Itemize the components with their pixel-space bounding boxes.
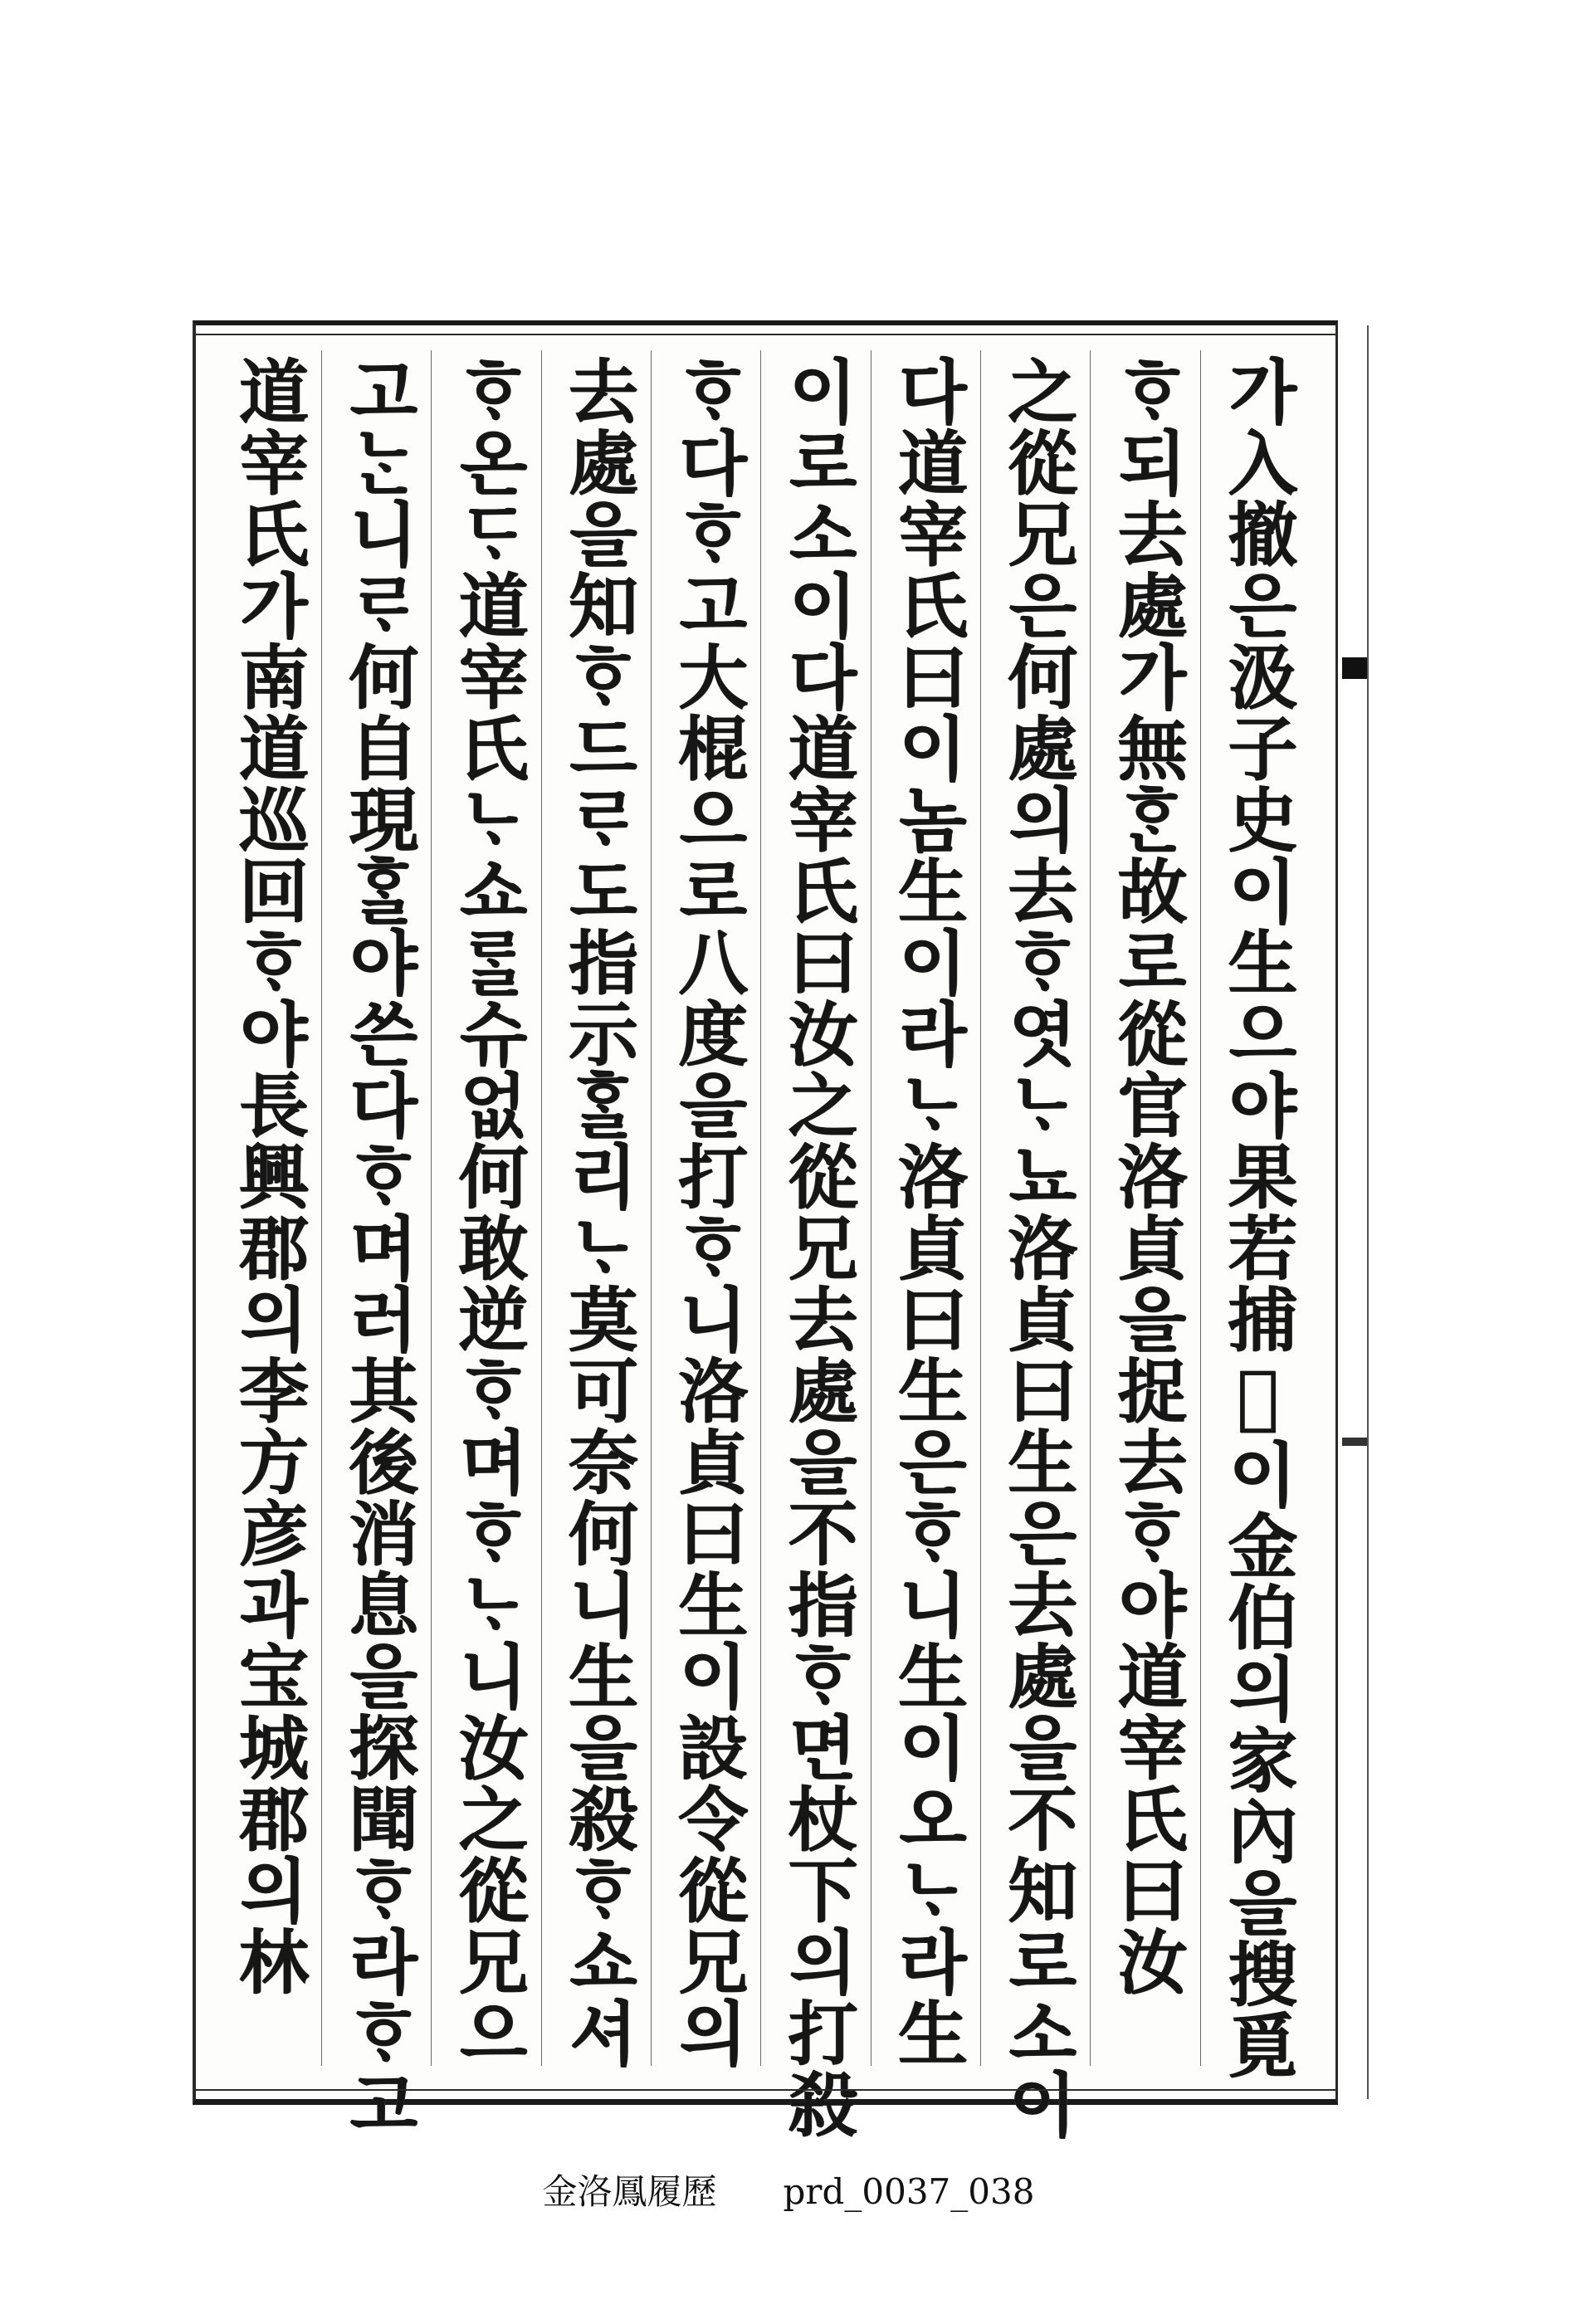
text-column bbox=[436, 350, 542, 2066]
text-column bbox=[1204, 350, 1311, 2081]
margin-strip bbox=[1334, 325, 1369, 2099]
text-column bbox=[325, 350, 432, 2140]
text-column bbox=[545, 350, 652, 2066]
margin-tab bbox=[1342, 657, 1367, 679]
text-column bbox=[1095, 350, 1201, 2066]
manuscript-page bbox=[193, 320, 1338, 2140]
column-text: 고ᄂᆞᆫ니ᄅᆞ何自現ᄒᆞᆯ야쓴다ᄒᆞ며러其後消息을探聞ᄒᆞ라ᄒᆞ고 bbox=[337, 355, 420, 2140]
column-text: 이로소이다道宰氏曰汝之從兄去處을不指ᄒᆞ면杖下의打殺 bbox=[777, 355, 860, 2140]
text-column bbox=[655, 350, 761, 2066]
column-text: ᄒᆞ다ᄒᆞ고大棍으로八度을打ᄒᆞ니洛貞曰生이設令從兄의 bbox=[666, 355, 749, 2068]
text-column bbox=[216, 350, 322, 2066]
column-text: 가入撤은汲子史이生으야果若捕𫩝이金伯의家內을搜覓 bbox=[1216, 355, 1299, 2081]
column-text: ᄒᆞ온ᄃᆞ道宰氏ᄂᆞ쇼ᄅᆞᆯ슈없何敢逆ᄒᆞ며ᄒᆞᄂᆞ니汝之從兄으 bbox=[447, 355, 530, 2068]
margin-tab-lower bbox=[1342, 1438, 1367, 1446]
column-text: ᄒᆞ되去處가無ᄒᆞᆫ故로從官洛貞을捉去ᄒᆞ야道宰氏曰汝 bbox=[1106, 355, 1189, 1997]
text-columns bbox=[216, 350, 1311, 2140]
text-column bbox=[875, 350, 981, 2066]
column-text: 道宰氏가南道巡回ᄒᆞ야長興郡의李方彦과宝城郡의林 bbox=[227, 355, 310, 1997]
text-column bbox=[984, 350, 1091, 2140]
column-text: 다道宰氏曰이놈生이라ᄂᆞ洛貞曰生은ᄒᆞ니生이오ᄂᆞ라生 bbox=[886, 355, 969, 2068]
page-caption bbox=[0, 2165, 1577, 2214]
page-code: prd_0037_038 bbox=[783, 2171, 1035, 2212]
column-text: 去處을知ᄒᆞ드ᄅᆞ도指示ᄒᆞᆯ리ᄂᆞ莫可奈何니生을殺ᄒᆞ쇼셔 bbox=[557, 355, 640, 2068]
column-text: 之從兄은何處의去ᄒᆞ엿ᄂᆞ뇨洛貞曰生은去處을不知로소이 bbox=[996, 355, 1079, 2140]
text-column bbox=[765, 350, 872, 2140]
document-title: 金洛鳳履歷 bbox=[542, 2171, 717, 2212]
